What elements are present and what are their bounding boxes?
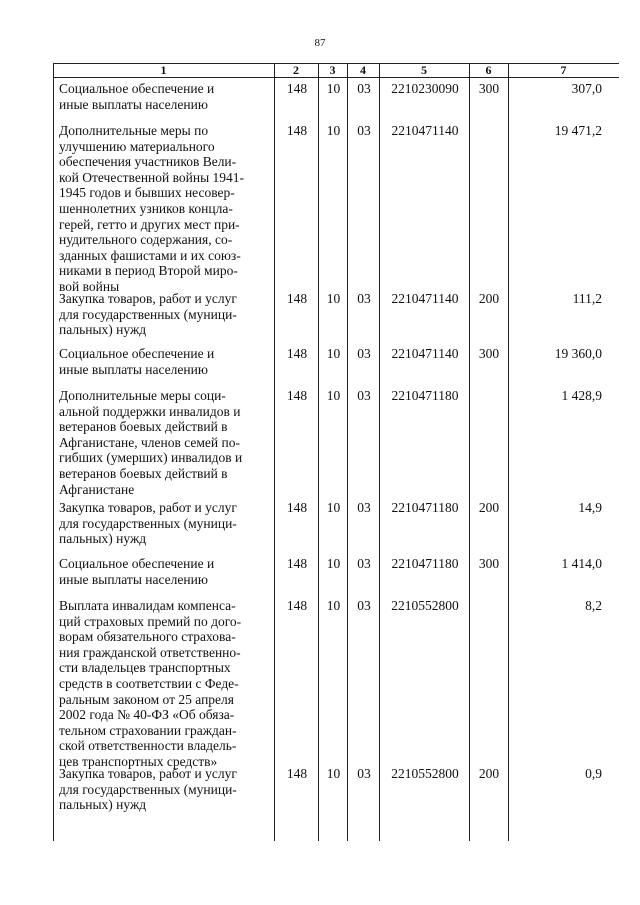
row-name-line: Закупка товаров, работ и услуг xyxy=(59,766,237,781)
row-name-line: нудительного содержания, со- xyxy=(59,232,233,248)
row-name-line: 1945 годов и бывших несовер- xyxy=(59,185,235,201)
row-name-line: обеспечения участников Вели- xyxy=(59,154,237,170)
row-pr: 03 xyxy=(357,123,371,138)
row-name-line: Дополнительные меры по xyxy=(59,123,209,138)
row-rz: 10 xyxy=(326,123,341,138)
row-name-line: ния гражданской ответственно- xyxy=(59,644,241,660)
row-name-line: никами в период Второй миро- xyxy=(59,263,238,279)
column-header-5: 5 xyxy=(421,63,427,77)
column-divider xyxy=(379,63,380,841)
row-sum: 1 428,9 xyxy=(561,388,602,403)
row-name-line: Закупка товаров, работ и услуг xyxy=(59,291,237,306)
row-name-line: герей, гетто и других мест при- xyxy=(59,216,240,232)
row-sum: 1 414,0 xyxy=(561,556,602,571)
row-cs: 2210471140 xyxy=(391,123,459,138)
row-rz: 10 xyxy=(326,81,341,96)
row-name-line: пальных) нужд xyxy=(59,531,147,547)
row-name xyxy=(59,500,271,547)
row-gr: 148 xyxy=(286,556,308,571)
row-name-line: ветеранов боевых действий в xyxy=(59,465,228,481)
row-name xyxy=(59,598,271,770)
row-name-line: альной поддержки инвалидов и xyxy=(59,403,241,419)
row-vr: 300 xyxy=(478,81,500,96)
row-name-line: Закупка товаров, работ и услуг xyxy=(59,500,237,515)
row-name-line: вой войны xyxy=(59,278,120,294)
row-gr: 148 xyxy=(286,123,308,138)
row-name-line: гибших (умерших) инвалидов и xyxy=(59,450,243,466)
row-name-line: для государственных (муници- xyxy=(59,306,237,322)
row-sum: 8,2 xyxy=(585,598,602,613)
row-sum: 19 471,2 xyxy=(554,123,602,138)
row-pr: 03 xyxy=(357,556,371,571)
row-vr: 200 xyxy=(478,291,500,306)
column-divider xyxy=(274,63,275,841)
row-pr: 03 xyxy=(357,598,371,613)
column-header-4: 4 xyxy=(360,63,366,77)
row-sum: 307,0 xyxy=(571,81,602,96)
row-gr: 148 xyxy=(286,346,308,361)
row-cs: 2210552800 xyxy=(391,598,459,613)
row-name-line: для государственных (муници- xyxy=(59,515,237,531)
row-name-line: ральным законом от 25 апреля xyxy=(59,691,234,707)
row-name xyxy=(59,81,271,112)
row-name-line: кой Отечественной войны 1941- xyxy=(59,169,245,185)
page-number: 87 xyxy=(314,37,326,49)
row-name-line: Афганистане, членов семей по- xyxy=(59,434,240,450)
column-header-6: 6 xyxy=(485,63,492,77)
row-name-line: Социальное обеспечение и xyxy=(59,556,215,571)
row-gr: 148 xyxy=(286,500,308,515)
row-pr: 03 xyxy=(357,766,371,781)
row-name-line: Социальное обеспечение и xyxy=(59,81,215,96)
row-gr: 148 xyxy=(286,766,308,781)
column-divider xyxy=(508,63,509,841)
row-name-line: ской ответственности владель- xyxy=(59,738,237,754)
row-cs: 2210471180 xyxy=(391,556,459,571)
row-name-line: Выплата инвалидам компенса- xyxy=(59,598,236,613)
row-gr: 148 xyxy=(286,81,308,96)
row-name xyxy=(59,556,271,587)
row-name xyxy=(59,123,271,295)
column-divider xyxy=(347,63,348,841)
row-name-line: Афганистане xyxy=(59,481,135,497)
row-name-line: тельном страховании граждан- xyxy=(59,722,237,738)
row-name-line: иные выплаты населению xyxy=(59,96,208,112)
row-name-line: для государственных (муници- xyxy=(59,781,237,797)
row-name-line: улучшению материального xyxy=(59,138,215,154)
row-vr: 200 xyxy=(478,766,500,781)
row-cs: 2210471180 xyxy=(391,388,459,403)
table-border-left xyxy=(53,63,54,841)
row-gr: 148 xyxy=(286,291,308,306)
row-cs: 2210552800 xyxy=(391,766,459,781)
row-name-line: Социальное обеспечение и xyxy=(59,346,215,361)
row-vr: 200 xyxy=(478,500,500,515)
row-name-line: ворам обязательного страхова- xyxy=(59,629,236,645)
row-name-line: шеннолетних узников концла- xyxy=(59,200,233,216)
row-sum: 14,9 xyxy=(578,500,602,515)
row-cs: 2210471180 xyxy=(391,500,459,515)
row-name-line: средств в соответствии с Феде- xyxy=(59,675,239,691)
row-rz: 10 xyxy=(326,346,341,361)
row-rz: 10 xyxy=(326,598,341,613)
row-vr: 300 xyxy=(478,556,500,571)
row-pr: 03 xyxy=(357,346,371,361)
row-name-line: 2002 года № 40-ФЗ «Об обяза- xyxy=(59,707,235,723)
row-cs: 2210471140 xyxy=(391,346,459,361)
row-name-line: пальных) нужд xyxy=(59,797,147,813)
row-rz: 10 xyxy=(326,556,341,571)
row-gr: 148 xyxy=(286,388,308,403)
row-sum: 0,9 xyxy=(585,766,602,781)
row-rz: 10 xyxy=(326,388,341,403)
row-name-line: иные выплаты населению xyxy=(59,361,208,377)
row-name-line: пальных) нужд xyxy=(59,322,147,338)
row-cs: 2210230090 xyxy=(391,81,459,96)
row-name-line: сти владельцев транспортных xyxy=(59,660,231,676)
row-name xyxy=(59,291,271,338)
row-name xyxy=(59,388,271,497)
row-vr: 300 xyxy=(478,346,500,361)
row-gr: 148 xyxy=(286,598,308,613)
row-name-line: зданных фашистами и их союз- xyxy=(59,247,241,263)
row-pr: 03 xyxy=(357,291,371,306)
table-header-rule xyxy=(53,77,619,78)
row-pr: 03 xyxy=(357,500,371,515)
row-name xyxy=(59,346,271,377)
row-rz: 10 xyxy=(326,766,341,781)
row-name-line: Дополнительные меры соци- xyxy=(59,388,226,403)
row-rz: 10 xyxy=(326,500,341,515)
row-pr: 03 xyxy=(357,81,371,96)
column-header-1: 1 xyxy=(160,63,167,77)
column-header-7: 7 xyxy=(560,63,567,77)
row-name xyxy=(59,766,271,813)
column-divider xyxy=(318,63,319,841)
column-divider xyxy=(469,63,470,841)
row-sum: 111,2 xyxy=(572,291,602,306)
row-name-line: иные выплаты населению xyxy=(59,571,208,587)
row-rz: 10 xyxy=(326,291,341,306)
row-name-line: ций страховых премий по дого- xyxy=(59,613,242,629)
column-header-2: 2 xyxy=(293,63,299,77)
row-pr: 03 xyxy=(357,388,371,403)
row-cs: 2210471140 xyxy=(391,291,459,306)
row-sum: 19 360,0 xyxy=(554,346,602,361)
row-name-line: ветеранов боевых действий в xyxy=(59,419,228,435)
column-header-3: 3 xyxy=(329,63,336,77)
row-name-line: цев транспортных средств» xyxy=(59,753,218,769)
